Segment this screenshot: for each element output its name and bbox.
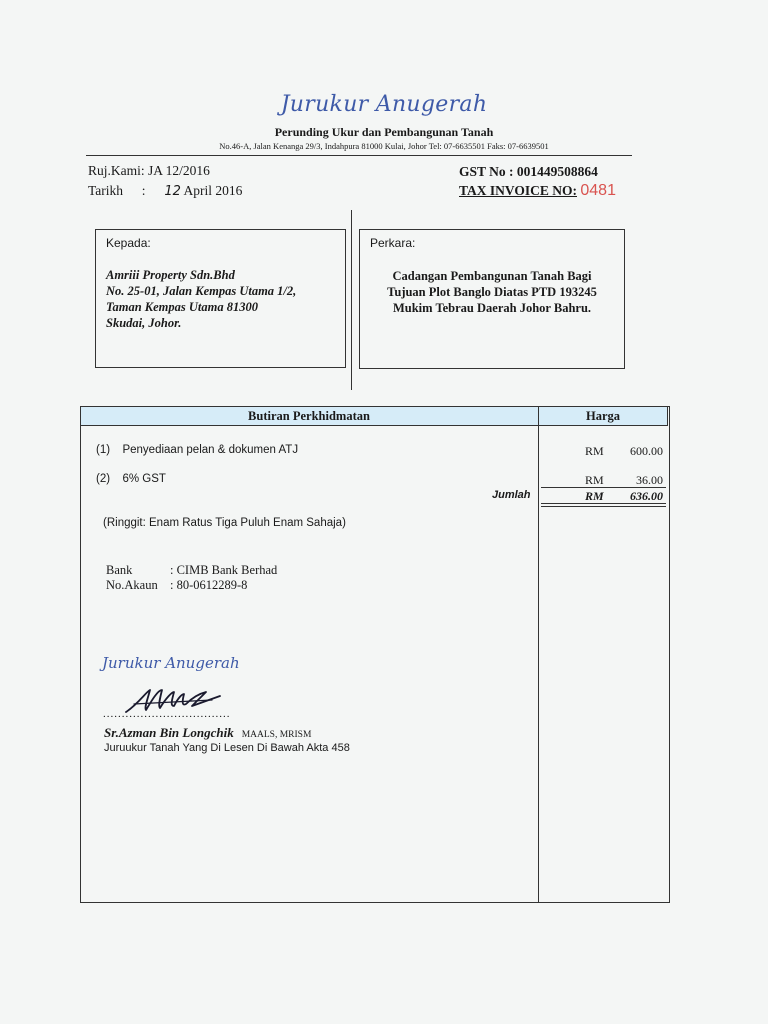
reference-row xyxy=(88,163,210,179)
bank-label: Bank xyxy=(106,563,133,577)
total-amount: 636.00 xyxy=(630,489,663,503)
company-stamp: Jurukur Anugerah xyxy=(102,654,240,672)
subject-line: Tujuan Plot Banglo Diatas PTD 193245 xyxy=(387,285,597,299)
column-header-price: Harga xyxy=(585,409,621,423)
reference-label: Ruj.Kami: xyxy=(88,163,145,178)
signatory-row xyxy=(104,724,311,742)
company-subtitle: Perunding Ukur dan Pembangunan Tanah xyxy=(274,125,494,139)
invoice-label: TAX INVOICE NO xyxy=(459,183,573,198)
total-double-rule xyxy=(541,506,666,507)
recipient-line: Amriii Property Sdn.Bhd xyxy=(106,268,235,282)
item-number: (2) xyxy=(96,473,111,485)
reference-value: JA 12/2016 xyxy=(148,163,210,178)
date-separator: : xyxy=(141,183,146,198)
subject-line: Cadangan Pembangunan Tanah Bagi xyxy=(392,269,592,283)
date-label: Tarikh xyxy=(88,183,124,198)
amount-in-words: (Ringgit: Enam Ratus Tiga Puluh Enam Sahaja) xyxy=(103,517,346,529)
recipient-line: Taman Kempas Utama 81300 xyxy=(106,300,258,314)
invoice-row xyxy=(459,182,616,200)
signatory-name: Sr.Azman Bin Longchik xyxy=(104,725,234,740)
subtotal-rule xyxy=(541,487,666,488)
gst-number: 001449508864 xyxy=(516,164,598,179)
company-address: No.46-A, Jalan Kenanga 29/3, Indahpura 81000 Kulai, Johor Tel: 07-6635501 Faks: 07-6639501 xyxy=(219,141,549,151)
date-day: 12 xyxy=(164,184,181,199)
signatory-credentials: MAALS, MRISM xyxy=(241,730,312,740)
item-currency: RM xyxy=(585,444,604,458)
recipient-label: Kepada: xyxy=(106,236,151,250)
table-row xyxy=(96,444,298,456)
subject-text xyxy=(360,268,624,316)
date-row xyxy=(88,183,242,199)
item-number: (1) xyxy=(96,444,111,456)
item-amount: 36.00 xyxy=(636,473,663,487)
recipient-address xyxy=(106,267,341,331)
invoice-number: 0481 xyxy=(580,182,616,199)
recipient-box xyxy=(95,229,346,368)
subject-label: Perkara: xyxy=(370,236,416,250)
account-row xyxy=(106,578,247,593)
table-row xyxy=(96,473,166,485)
bank-name: : CIMB Bank Berhad xyxy=(170,563,278,577)
item-currency: RM xyxy=(585,473,604,487)
item-description: 6% GST xyxy=(122,473,166,485)
total-currency: RM xyxy=(585,489,604,503)
account-label: No.Akaun xyxy=(106,578,158,592)
header-divider xyxy=(86,155,632,156)
subject-line: Mukim Tebrau Daerah Johor Bahru. xyxy=(392,301,592,315)
gst-row xyxy=(459,164,598,180)
total-label: Jumlah xyxy=(492,489,531,501)
total-rule xyxy=(541,503,666,504)
table-column-divider xyxy=(538,406,539,902)
item-amount: 600.00 xyxy=(630,444,663,458)
item-description: Penyediaan pelan & dokumen ATJ xyxy=(122,444,299,456)
gst-label: GST No : xyxy=(459,164,514,179)
column-header-service: Butiran Perkhidmatan xyxy=(248,409,370,423)
signature-line: .................................. xyxy=(103,708,231,720)
recipient-line: Skudai, Johor. xyxy=(106,316,182,330)
recipient-line: No. 25-01, Jalan Kempas Utama 1/2, xyxy=(106,284,297,298)
invoice-colon: : xyxy=(572,183,577,198)
date-month-year: April 2016 xyxy=(183,183,243,198)
subject-box xyxy=(359,229,625,369)
signatory-title: Juruukur Tanah Yang Di Lesen Di Bawah Akta 458 xyxy=(104,742,350,754)
company-logo: Jurukur Anugerah xyxy=(280,92,488,117)
address-divider xyxy=(351,210,352,390)
bank-row xyxy=(106,563,277,578)
account-number: : 80-0612289-8 xyxy=(170,578,248,592)
